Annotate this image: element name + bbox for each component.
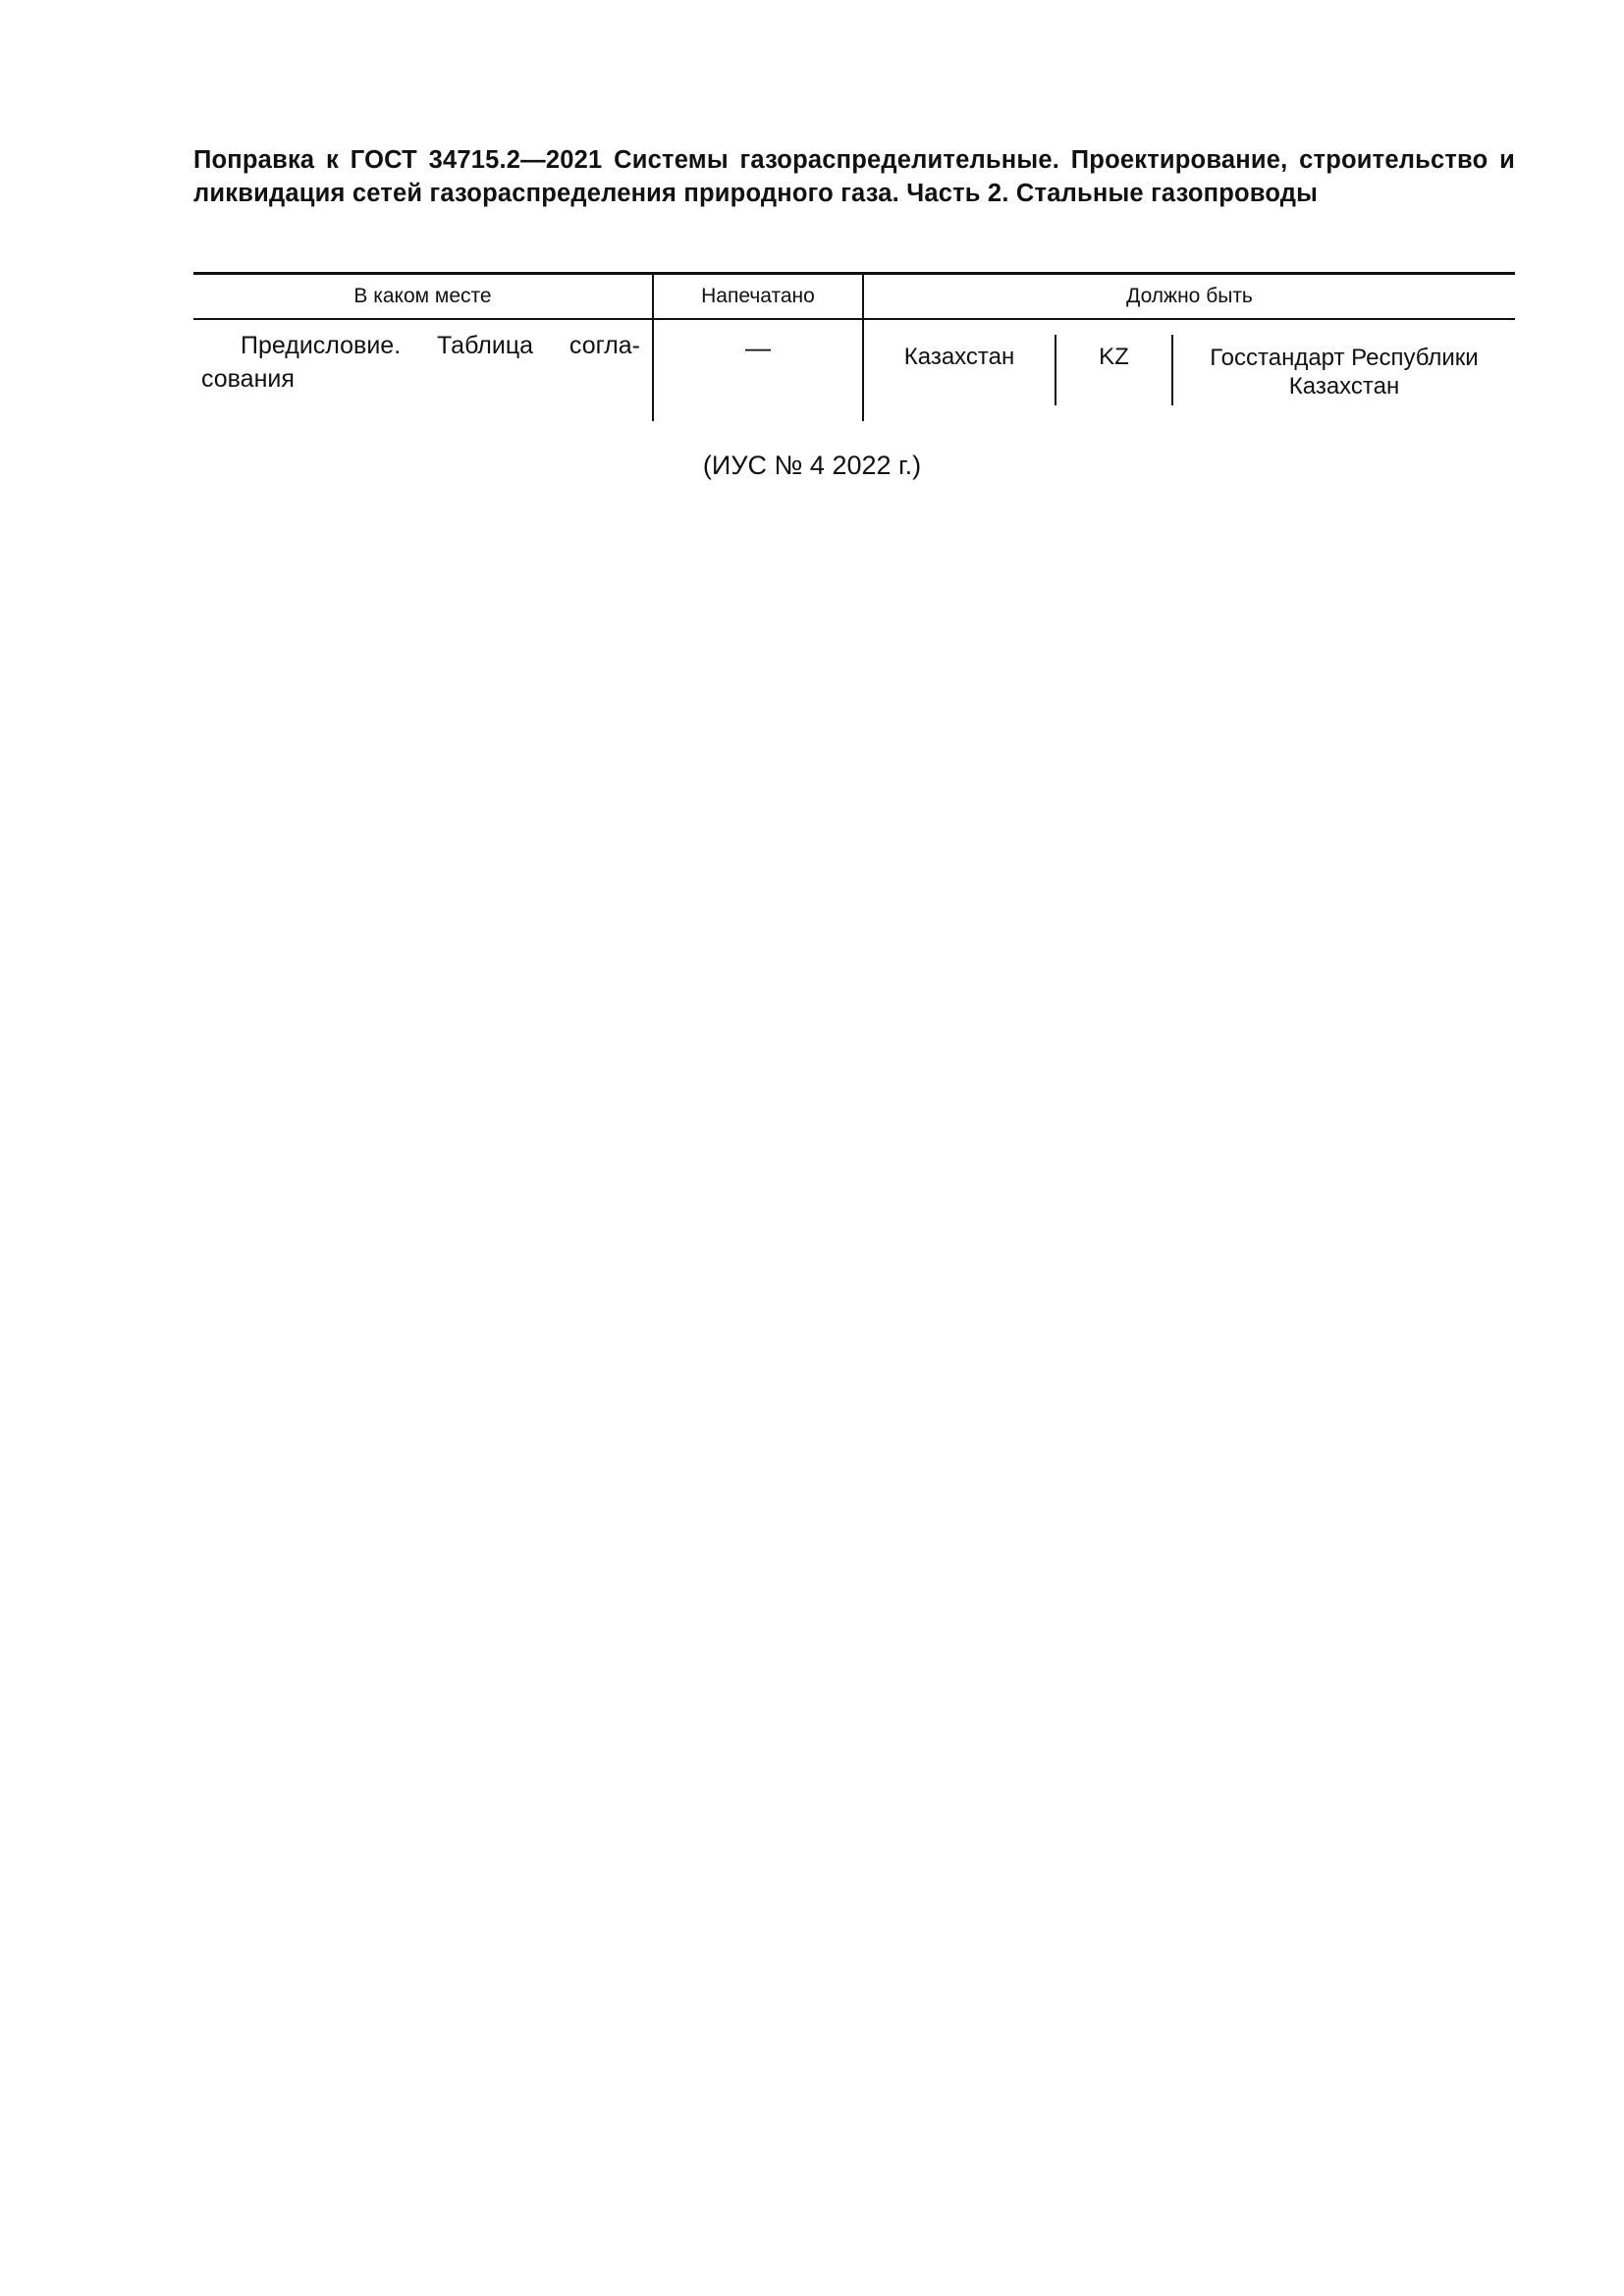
header-should-be: Должно быть	[1126, 285, 1253, 307]
table-header-rule	[193, 318, 1515, 320]
header-location: В каком месте	[353, 285, 492, 307]
cell-country-code: KZ	[1099, 344, 1129, 370]
cell-country: Казахстан	[903, 344, 1015, 370]
cell-printed: —	[745, 333, 771, 362]
cell-standards-body: Госстандарт Республики Казахстан	[1210, 345, 1479, 400]
table-top-rule	[193, 272, 1515, 275]
cell-location: Предисловие. Таблица согла-сования	[201, 332, 640, 393]
correction-table	[193, 272, 1515, 421]
document-title: Поправка к ГОСТ 34715.2—2021 Системы газораспределительные. Проектирование, строительство и ликвидация сетей газораспределения природного газа. Часть 2. Стальные газопроводы	[193, 146, 1515, 207]
header-printed: Напечатано	[701, 285, 815, 307]
publication-footer: (ИУС № 4 2022 г.)	[702, 451, 922, 480]
